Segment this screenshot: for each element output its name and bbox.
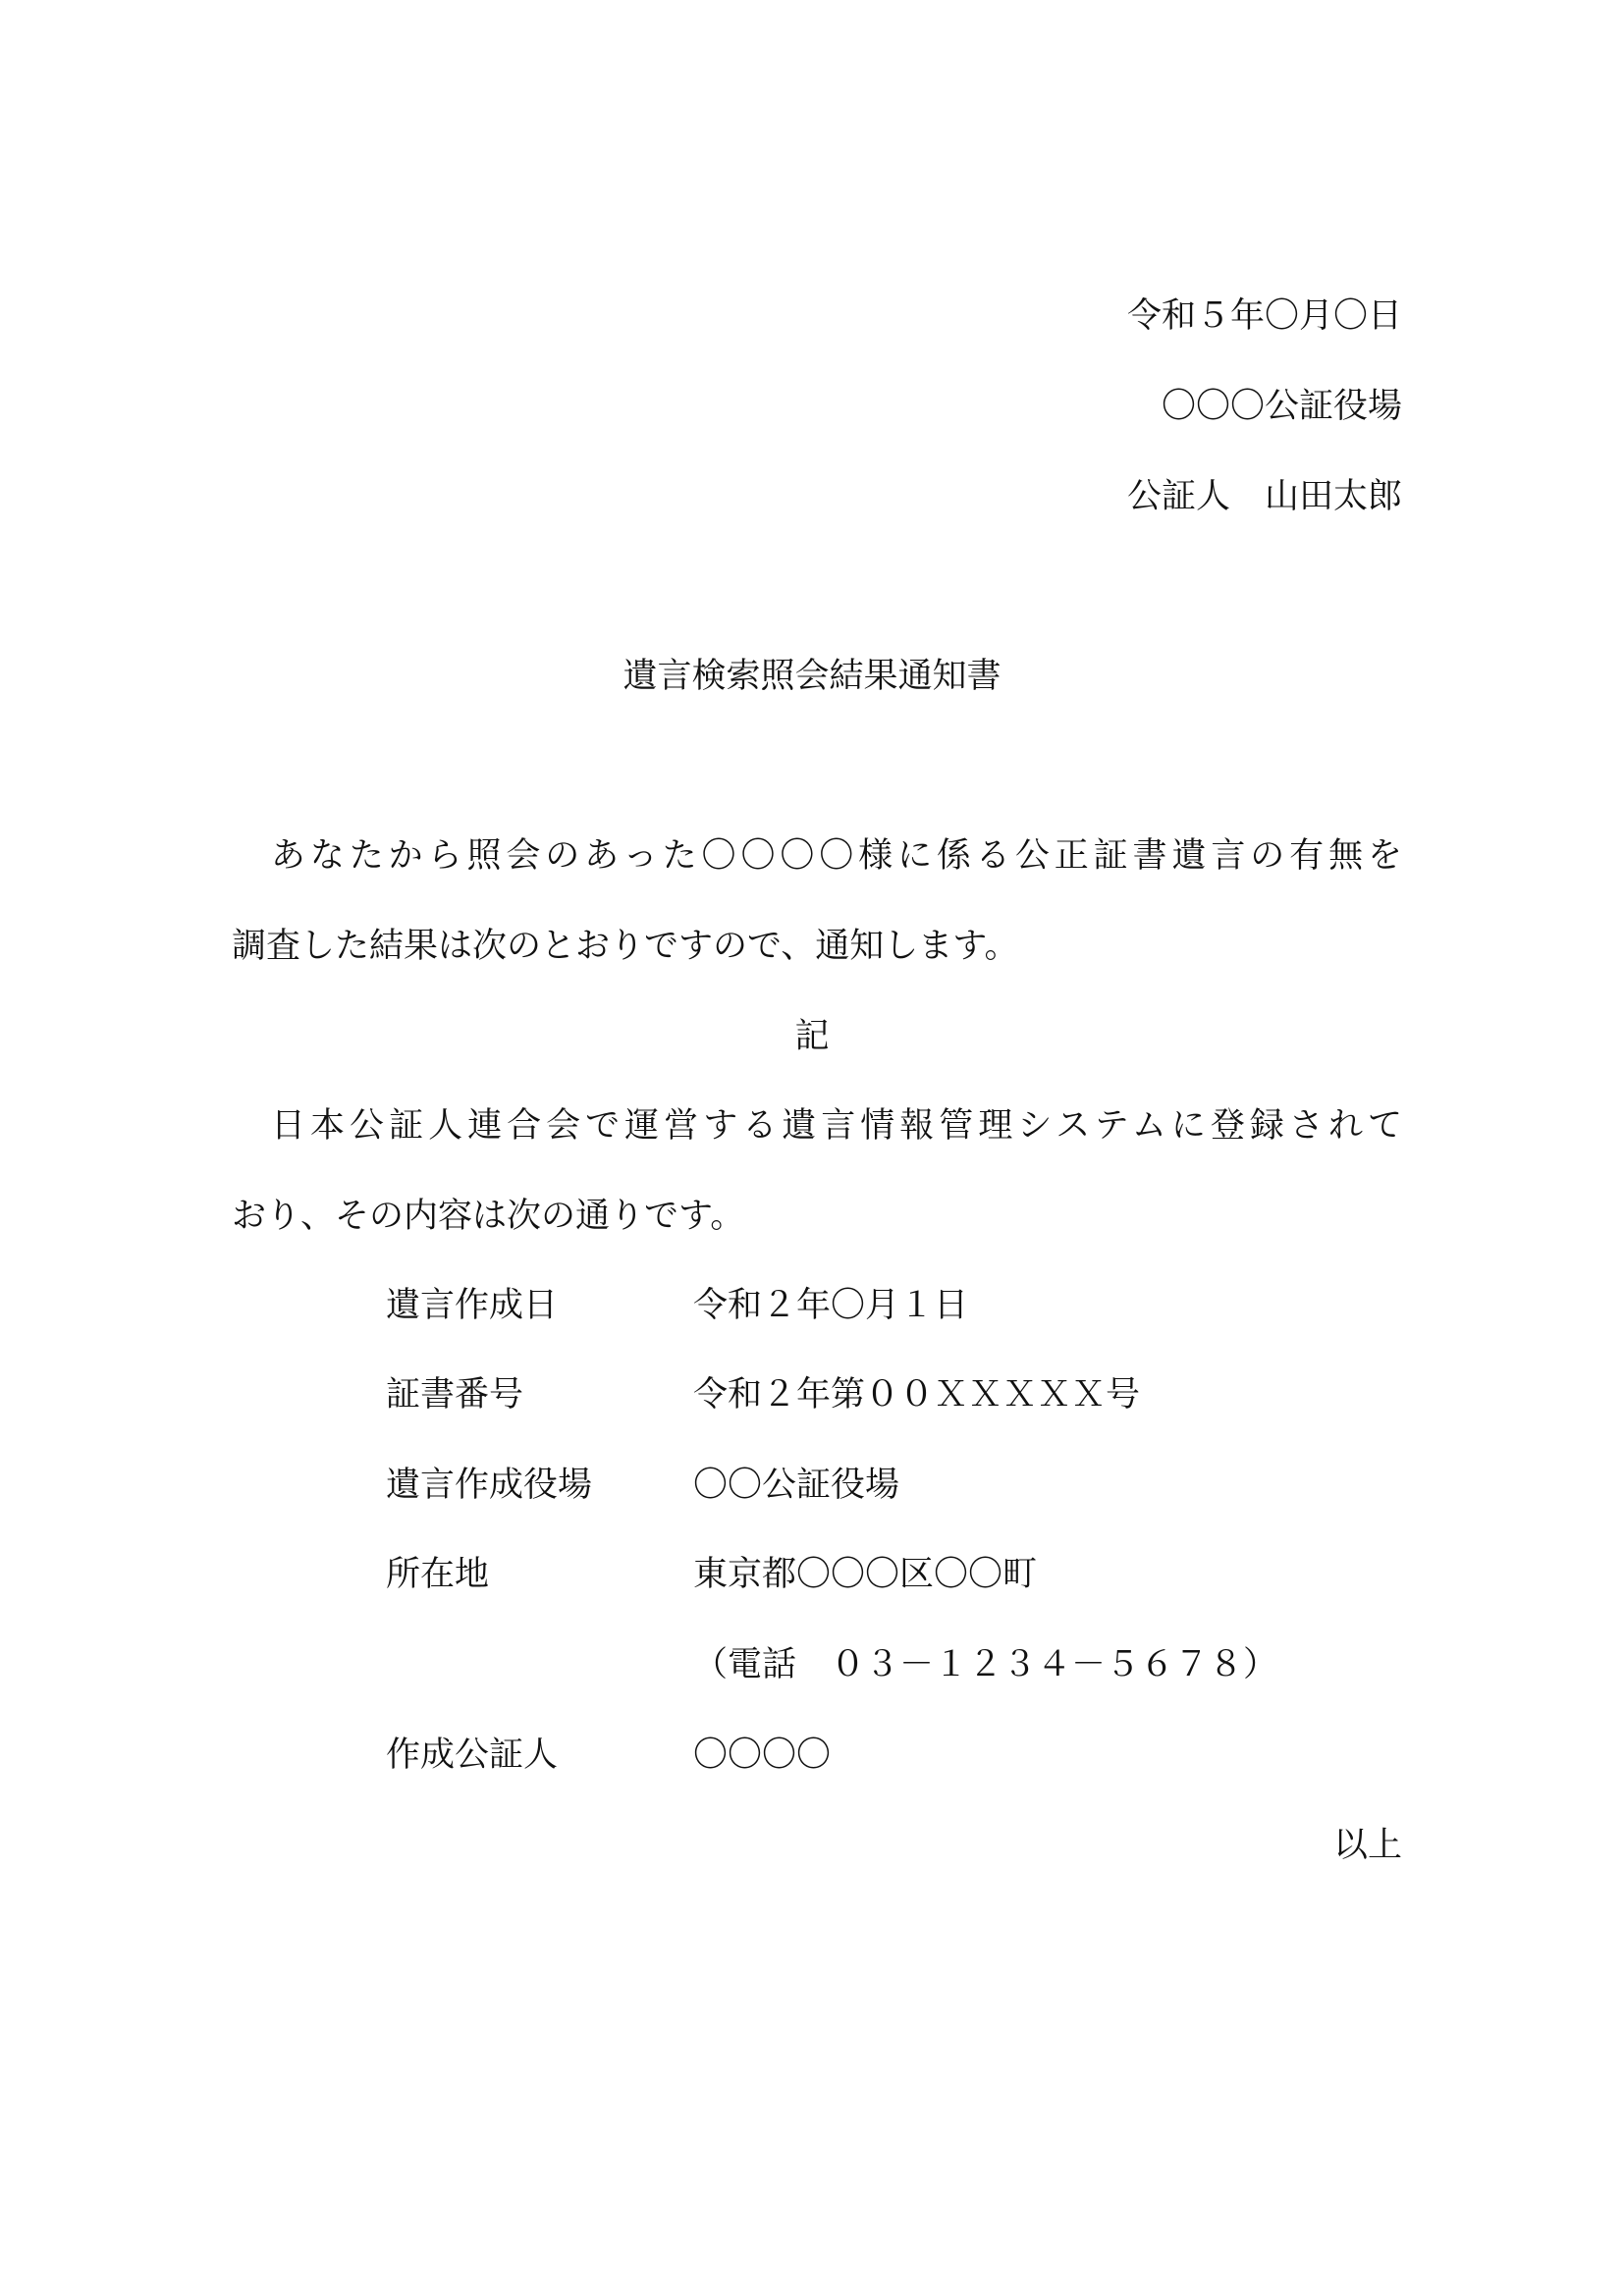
statement-line-1: 日本公証人連合会で運営する遺言情報管理システムに登録されて (232, 1106, 1402, 1146)
intro-line-2: 調査した結果は次のとおりですので、通知します。 (232, 927, 1019, 966)
detail-label: 所在地 (386, 1555, 490, 1594)
ki-heading: 記 (794, 1017, 830, 1056)
statement-line-2: おり、その内容は次の通りです。 (232, 1197, 745, 1236)
intro-line-1: あなたから照会のあった〇〇〇〇様に係る公正証書遺言の有無を (232, 836, 1402, 876)
detail-value: 東京都〇〇〇区〇〇町 (693, 1555, 1038, 1594)
issue-date: 令和５年〇月〇日 (1126, 296, 1402, 336)
detail-value: 〇〇〇〇 (693, 1735, 832, 1775)
notary-name: 公証人 山田太郎 (1126, 477, 1402, 516)
closing-text: 以上 (1332, 1826, 1402, 1865)
detail-value: （電話 ０３－１２３４－５６７８） (693, 1645, 1278, 1684)
document-title: 遺言検索照会結果通知書 (623, 657, 1001, 696)
detail-value: 令和２年〇月１日 (693, 1286, 969, 1325)
detail-label: 作成公証人 (386, 1735, 559, 1775)
detail-label: 証書番号 (386, 1375, 524, 1415)
detail-label: 遺言作成役場 (386, 1466, 593, 1505)
detail-value: 令和２年第００ＸＸＸＸＸ号 (693, 1375, 1141, 1415)
detail-label: 遺言作成日 (386, 1286, 559, 1325)
detail-value: 〇〇公証役場 (693, 1466, 900, 1505)
notary-office: 〇〇〇公証役場 (1161, 387, 1402, 426)
